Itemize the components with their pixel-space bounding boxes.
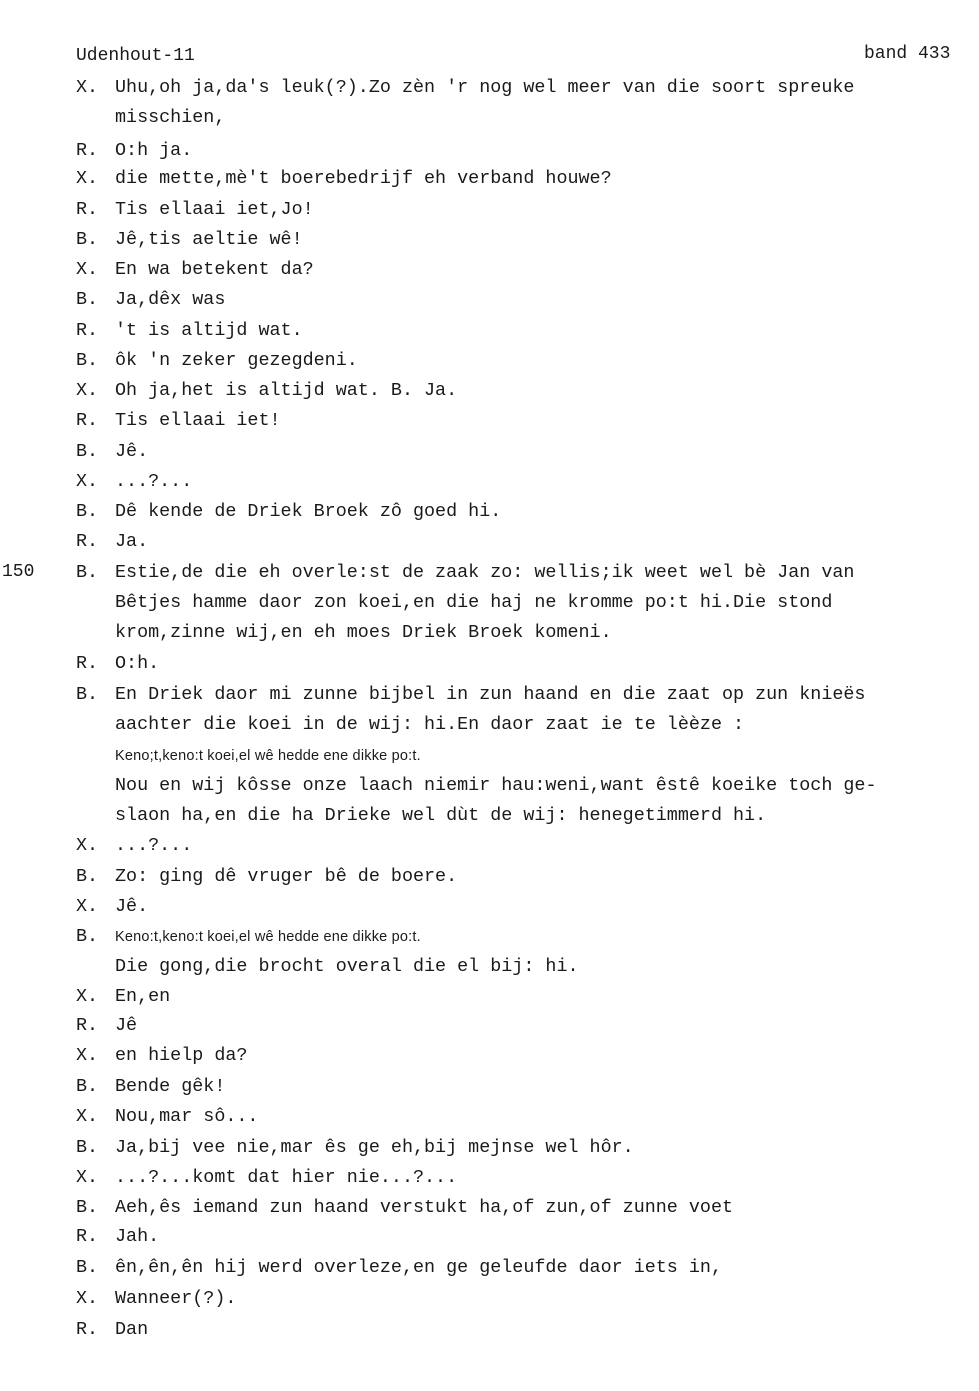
speaker-label: R. (76, 1319, 99, 1340)
speaker-label: B. (76, 350, 99, 371)
transcript-line (76, 1075, 225, 1099)
transcript-line (76, 379, 457, 403)
transcript-line (76, 409, 281, 433)
utterance-text: Wanneer(?). (115, 1288, 237, 1309)
transcript-line (76, 319, 303, 343)
utterance-text: ...?... (115, 471, 193, 492)
transcript-line (76, 139, 192, 163)
utterance-text: Estie,de die eh overle:st de zaak zo: wellis;ik weet wel bè Jan van (115, 562, 855, 583)
utterance-text: ôk 'n zeker gezegdeni. (115, 350, 358, 371)
utterance-text: ...?...komt dat hier nie...?... (115, 1167, 458, 1188)
speaker-label: X. (76, 471, 99, 492)
page-header-left: Udenhout-11 (76, 46, 195, 66)
utterance-text: Nou en wij kôsse onze laach niemir hau:weni,want êstê koeike toch ge- (115, 775, 877, 796)
transcript-line (76, 895, 148, 919)
utterance-text: Jah. (115, 1226, 160, 1247)
utterance-text: Die gong,die brocht overal die el bij: hi. (115, 956, 579, 977)
transcript-line (76, 1014, 137, 1038)
transcript-line (76, 1044, 247, 1068)
speaker-label: X. (76, 380, 99, 401)
utterance-text: aachter die koei in de wij: hi.En daor zaat ie te lèèze : (115, 714, 745, 735)
transcript-line (76, 985, 170, 1009)
speaker-label: X. (76, 77, 99, 98)
utterance-text: misschien, (115, 107, 226, 128)
utterance-text: O:h. (115, 653, 160, 674)
utterance-text: Oh ja,het is altijd wat. B. Ja. (115, 380, 458, 401)
speaker-label: R. (76, 531, 99, 552)
utterance-text: En Driek daor mi zunne bijbel in zun haand en die zaat op zun knieës (115, 684, 866, 705)
speaker-label: X. (76, 168, 99, 189)
utterance-text: slaon ha,en die ha Drieke wel dùt de wij: henegetimmerd hi. (115, 805, 767, 826)
utterance-text: ên,ên,ên hij werd overleze,en ge geleufde daor iets in, (115, 1257, 722, 1278)
utterance-text: ...?... (115, 835, 193, 856)
utterance-text: Tis ellaai iet! (115, 410, 281, 431)
speaker-label: R. (76, 199, 99, 220)
transcript-line (76, 1166, 457, 1190)
transcript-line (115, 621, 612, 645)
utterance-text: Bêtjes hamme daor zon koei,en die haj ne kromme po:t hi.Die stond (115, 592, 833, 613)
utterance-text: Jê. (115, 441, 149, 462)
transcript-line (76, 198, 314, 222)
transcript-line (76, 530, 148, 554)
speaker-label: R. (76, 653, 99, 674)
speaker-label: R. (76, 1015, 99, 1036)
utterance-text: Bende gêk! (115, 1076, 226, 1097)
utterance-text: Dan (115, 1319, 149, 1340)
speaker-label: B. (76, 926, 99, 947)
transcript-line (76, 865, 457, 889)
speaker-label: B. (76, 866, 99, 887)
transcript-line (76, 1318, 148, 1342)
utterance-text: Uhu,oh ja,da's leuk(?).Zo zèn 'r nog wel meer van die soort spreuke (115, 77, 855, 98)
utterance-text: O:h ja. (115, 140, 193, 161)
transcript-line (76, 1287, 236, 1311)
utterance-text: Jê. (115, 896, 149, 917)
page-header-right: band 433 (864, 44, 951, 64)
speaker-label: R. (76, 140, 99, 161)
transcript-line (76, 683, 865, 707)
transcript-line (115, 713, 744, 737)
utterance-text: die mette,mè't boerebedrijf eh verband houwe? (115, 168, 612, 189)
utterance-text: Ja,bij vee nie,mar ês ge eh,bij mejnse wel hôr. (115, 1137, 634, 1158)
transcript-line (115, 106, 225, 130)
transcript-line (76, 652, 159, 676)
transcript-line (76, 76, 854, 100)
utterance-text: Jê (115, 1015, 138, 1036)
transcript-line (115, 804, 766, 828)
speaker-label: B. (76, 229, 99, 250)
transcript-line (76, 1225, 159, 1249)
margin-line-number: 150 (2, 562, 35, 582)
utterance-text: Dê kende de Driek Broek zô goed hi. (115, 501, 502, 522)
transcript-line (76, 167, 612, 191)
speaker-label: B. (76, 684, 99, 705)
transcript-line (76, 834, 192, 858)
speaker-label: X. (76, 1288, 99, 1309)
utterance-text: Ja,dêx was (115, 289, 226, 310)
transcript-line (76, 258, 314, 282)
transcript-line (76, 925, 421, 949)
transcript-line (76, 500, 501, 524)
speaker-label: B. (76, 289, 99, 310)
transcript-line (115, 591, 832, 615)
speaker-label: B. (76, 1137, 99, 1158)
transcript-line (115, 744, 421, 768)
speaker-label: X. (76, 896, 99, 917)
utterance-text: 't is altijd wat. (115, 320, 303, 341)
utterance-text: Tis ellaai iet,Jo! (115, 199, 314, 220)
utterance-text: Aeh,ês iemand zun haand verstukt ha,of zun,of zunne voet (115, 1197, 734, 1218)
utterance-text: krom,zinne wij,en eh moes Driek Broek komeni. (115, 622, 612, 643)
speaker-label: B. (76, 1076, 99, 1097)
speaker-label: X. (76, 259, 99, 280)
transcript-line (76, 1105, 258, 1129)
speaker-label: X. (76, 986, 99, 1007)
transcript-line (76, 470, 192, 494)
speaker-label: B. (76, 501, 99, 522)
utterance-text: Keno;t,keno:t koei,el wê hedde ene dikke po:t. (115, 748, 421, 764)
speaker-label: R. (76, 320, 99, 341)
speaker-label: R. (76, 410, 99, 431)
transcript-line (76, 349, 358, 373)
transcript-line (76, 228, 303, 252)
utterance-text: Nou,mar sô... (115, 1106, 259, 1127)
speaker-label: R. (76, 1226, 99, 1247)
speaker-label: B. (76, 562, 99, 583)
utterance-text: Keno:t,keno:t koei,el wê hedde ene dikke po:t. (115, 929, 421, 945)
utterance-text: En wa betekent da? (115, 259, 314, 280)
transcript-line (76, 1256, 722, 1280)
utterance-text: en hielp da? (115, 1045, 248, 1066)
transcript-line (76, 561, 854, 585)
speaker-label: B. (76, 1257, 99, 1278)
utterance-text: En,en (115, 986, 171, 1007)
transcript-line (115, 955, 579, 979)
transcript-line (76, 1136, 634, 1160)
transcript-line (76, 1196, 733, 1220)
speaker-label: B. (76, 1197, 99, 1218)
transcript-line (76, 440, 148, 464)
transcript-line (76, 288, 225, 312)
speaker-label: X. (76, 1045, 99, 1066)
utterance-text: Zo: ging dê vruger bê de boere. (115, 866, 458, 887)
speaker-label: X. (76, 835, 99, 856)
utterance-text: Jê,tis aeltie wê! (115, 229, 303, 250)
speaker-label: X. (76, 1106, 99, 1127)
transcript-line (115, 774, 877, 798)
speaker-label: X. (76, 1167, 99, 1188)
utterance-text: Ja. (115, 531, 149, 552)
speaker-label: B. (76, 441, 99, 462)
